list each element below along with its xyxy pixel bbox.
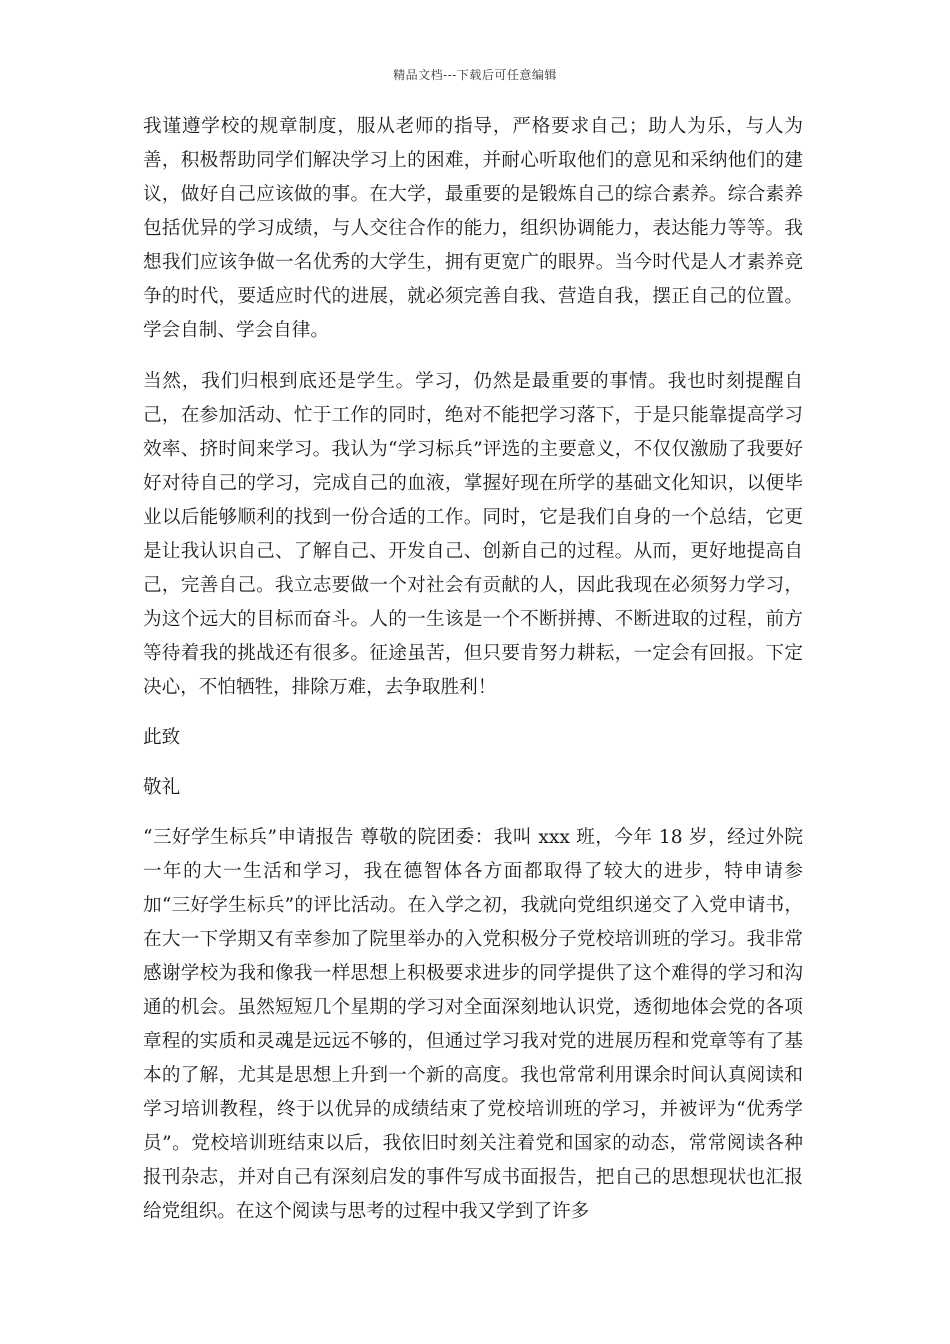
paragraph-discipline: 我谨遵学校的规章制度，服从老师的指导，严格要求自己；助人为乐，与人为善，积极帮助同学们解决学习上的困难，并耐心听取他们的意见和采纳他们的建议，做好自己应该做的事。在大学，最重要的是锻炼自己的综合素养。综合素养包括优异的学习成绩，与人交往合作的能力，组织协调能力，表达能力等等。我想我们应该争做一名优秀的大学生，拥有更宽广的眼界。当今时代是人才素养竞争的时代，要适应时代的进展，就必须完善自我、营造自我，摆正自己的位置。学会自制、学会自律。 <box>143 116 803 341</box>
document-body <box>143 110 803 1229</box>
page-header: 精品文档---下载后可任意编辑 <box>393 68 557 82</box>
closing-salutation: 此致 <box>143 727 181 748</box>
paragraph-study: 当然，我们归根到底还是学生。学习，仍然是最重要的事情。我也时刻提醒自己，在参加活动、忙于工作的同时，绝对不能把学习落下，于是只能靠提高学习效率、挤时间来学习。我认为“学习标兵”评选的主要意义，不仅仅激励了我要好好对待自己的学习，完成自己的血液，掌握好现在所学的基础文化知识，以便毕业以后能够顺利的找到一份合适的工作。同时，它是我们自身的一个总结，它更是让我认识自己、了解自己、开发自己、创新自己的过程。从而，更好地提高自己，完善自己。我立志要做一个对社会有贡献的人，因此我现在必须努力学习，为这个远大的目标而奋斗。人的一生该是一个不断拼搏、不断进取的过程，前方等待着我的挑战还有很多。征途虽苦，但只要肯努力耕耘，一定会有回报。下定决心，不怕牺牲，排除万难，去争取胜利！ <box>143 371 803 698</box>
paragraph-application: “三好学生标兵”申请报告 尊敬的院团委：我叫 xxx 班，今年 18 岁，经过外院一年的大一生活和学习，我在德智体各方面都取得了较大的进步，特申请参加“三好学生标兵”的评比活动。在入学之初，我就向党组织递交了入党申请书，在大一下学期又有幸参加了院里举办的入党积极分子党校培训班的学习。我非常感谢学校为我和像我一样思想上积极要求进步的同学提供了这个难得的学习和沟通的机会。虽然短短几个星期的学习对全面深刻地认识党，透彻地体会党的各项章程的实质和灵魂是远远不够的，但通过学习我对党的进展历程和党章等有了基本的了解，尤其是思想上升到一个新的高度。我也常常利用课余时间认真阅读和学习培训教程，终于以优异的成绩结束了党校培训班的学习，并被评为“优秀学员”。党校培训班结束以后，我依旧时刻关注着党和国家的动态，常常阅读各种报刊杂志，并对自己有深刻启发的事件写成书面报告，把自己的思想现状也汇报给党组织。在这个阅读与思考的过程中我又学到了许多 <box>143 827 803 1222</box>
closing-regards: 敬礼 <box>143 777 181 798</box>
